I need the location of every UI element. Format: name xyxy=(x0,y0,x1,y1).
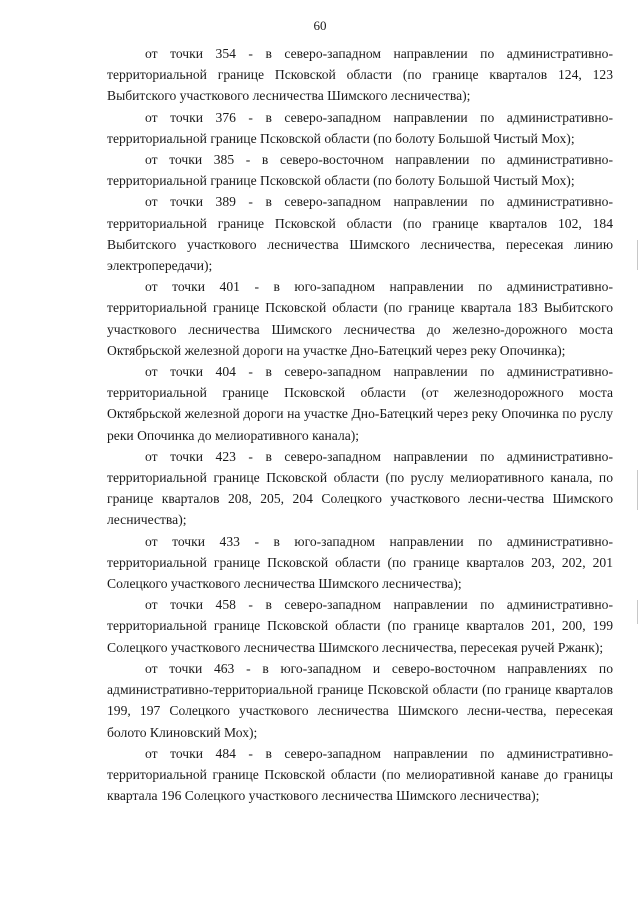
scan-edge-mark xyxy=(637,240,638,270)
paragraph-point-458: от точки 458 - в северо-западном направлении по административно-территориальной границе Псковской области (по границе кварталов 201, 200, 199 Солецкого участкового лесничества Шимского лесничества, пересекая ручей Ржанк); xyxy=(107,597,613,655)
paragraph-point-463: от точки 463 - в юго-западном и северо-восточном направлениях по административно-территориальной границе Псковской области (по границе кварталов 199, 197 Солецкого участкового лесничества Шимского лесни-чества, пересекая болото Клиновский Мох); xyxy=(107,660,613,740)
document-body xyxy=(107,43,613,806)
paragraph-point-484: от точки 484 - в северо-западном направлении по административно-территориальной границе Псковской области (по мелиоративной канаве до границы квартала 196 Солецкого участкового лесничества Шимского лесничества); xyxy=(107,745,613,804)
paragraph-point-354: от точки 354 - в северо-западном направлении по административно-территориальной границе Псковской области (по границе кварталов 124, 123 Выбитского участкового лесничества Шимского лесничества); xyxy=(107,46,613,104)
paragraph-point-376: от точки 376 - в северо-западном направлении по административно-территориальной границе Псковской области (по болоту Большой Чистый Мох); xyxy=(107,109,613,146)
paragraph-point-389: от точки 389 - в северо-западном направлении по административно-территориальной границе Псковской области (по границе кварталов 102, 184 Выбитского участкового лесничества Шимского лесничества, пересекая линию электропередачи); xyxy=(107,194,613,274)
paragraph-point-423: от точки 423 - в северо-западном направлении по административно-территориальной границе Псковской области (по руслу мелиоративного канала, по границе кварталов 208, 205, 204 Солецкого участкового лесни-чества Шимского лесничества); xyxy=(107,448,613,528)
paragraph-point-401: от точки 401 - в юго-западном направлении по административно-территориальной границе Псковской области (по границе квартала 183 Выбитского участкового лесничества Шимского лесничества до железно-дорожного моста Октябрьской железной дороги на участке Дно-Батецкий через реку Опочинка); xyxy=(107,279,613,358)
paragraph-point-404: от точки 404 - в северо-западном направлении по административно-территориальной границе Псковской области (от железнодорожного моста Октябрьской железной дороги на участке Дно-Батецкий через реку Опочинка по руслу реки Опочинка до мелиоративного канала); xyxy=(107,364,613,443)
paragraph-point-433: от точки 433 - в юго-западном направлении по административно-территориальной границе Псковской области (по границе кварталов 203, 202, 201 Солецкого участкового лесничества Шимского лесничества); xyxy=(107,533,613,592)
scan-edge-mark xyxy=(637,470,638,510)
page-number: 60 xyxy=(313,18,327,33)
scan-edge-mark xyxy=(637,600,638,624)
paragraph-point-385: от точки 385 - в северо-восточном направлении по административно-территориальной границе Псковской области (по болоту Большой Чистый Мох); xyxy=(107,152,613,189)
